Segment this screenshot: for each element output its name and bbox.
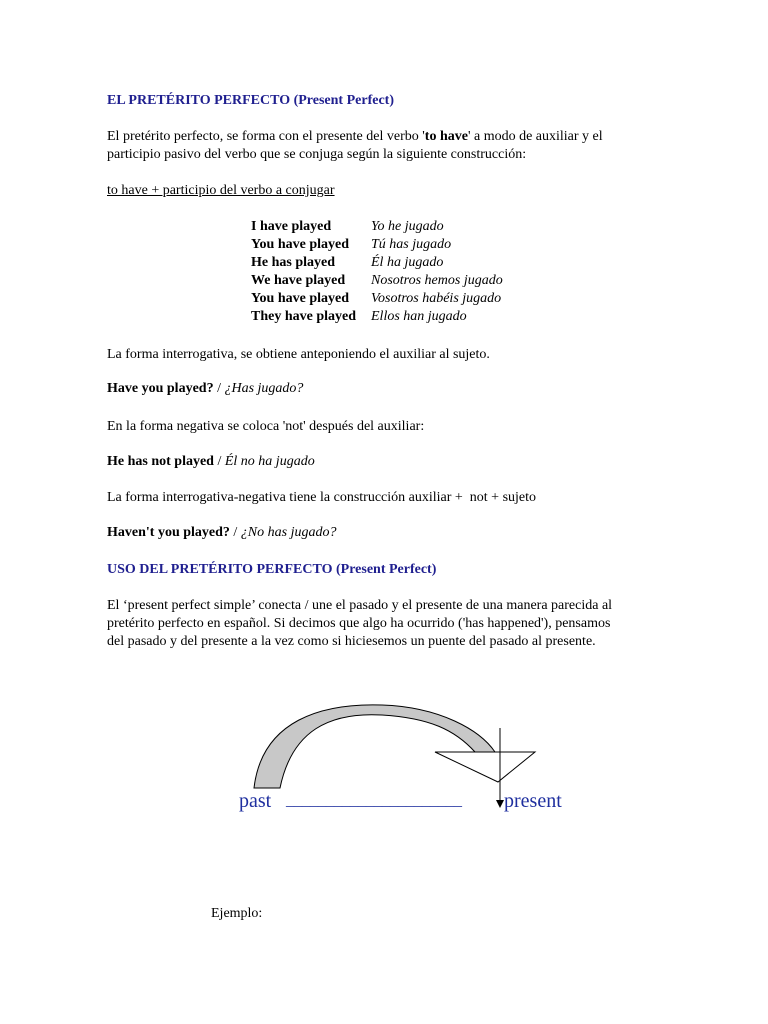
conjugation-spanish: Tú has jugado <box>371 237 452 252</box>
negative-text: En la forma negativa se coloca 'not' después del auxiliar: <box>107 419 425 434</box>
usage-line: El ‘present perfect simple’ conecta / une el pasado y el presente de una manera parecida al <box>107 598 613 613</box>
conjugation-spanish: Yo he jugado <box>371 219 444 234</box>
conjugation-english: I have played <box>251 219 332 234</box>
past-label: past <box>239 790 272 812</box>
example-label: Ejemplo: <box>211 906 263 921</box>
heading-main-text: EL PRETÉRITO PERFECTO <box>107 93 291 108</box>
interrogative-negative-text: La forma interrogativa-negativa tiene la construcción auxiliar + not + sujeto <box>107 490 537 505</box>
interrogative-text: La forma interrogativa, se obtiene anteponiendo el auxiliar al sujeto. <box>107 347 490 362</box>
example-separator: / <box>229 525 241 540</box>
example-english: Haven't you played? <box>107 525 230 540</box>
conjugation-english: You have played <box>251 237 350 252</box>
example-english: He has not played <box>107 454 214 469</box>
heading-paren-text: (Present Perfect) <box>293 93 394 108</box>
construction-formula: to have + participio del verbo a conjugar <box>107 183 335 198</box>
example-spanish: ¿Has jugado? <box>224 381 304 396</box>
conjugation-english: You have played <box>251 291 350 306</box>
usage-line: pretérito perfecto en español. Si decimos que algo ha ocurrido ('has happened'), pensamos <box>107 616 611 631</box>
example-separator: / <box>213 454 225 469</box>
bridge-arrow-body <box>254 705 495 788</box>
present-marker-arrow <box>496 800 504 808</box>
conjugation-spanish: Vosotros habéis jugado <box>371 291 502 306</box>
timeline-dashes: ______________________ <box>286 792 462 809</box>
intro-text-b: ' a modo de auxiliar y el <box>467 129 603 144</box>
conjugation-english: He has played <box>251 255 336 270</box>
example-separator: / <box>213 381 225 396</box>
example-english: Have you played? <box>107 381 214 396</box>
heading-paren-text: (Present Perfect) <box>335 562 437 577</box>
conjugation-spanish: Nosotros hemos jugado <box>371 273 503 288</box>
conjugation-english: They have played <box>251 309 357 324</box>
intro-text-a: El pretérito perfecto, se forma con el presente del verbo ' <box>107 129 425 144</box>
conjugation-spanish: Ellos han jugado <box>371 309 467 324</box>
example-spanish: ¿No has jugado? <box>240 525 337 540</box>
conjugation-english: We have played <box>251 273 346 288</box>
present-label: present <box>504 790 562 812</box>
intro-bold-term: to have <box>424 129 468 144</box>
heading-main-text: USO DEL PRETÉRITO PERFECTO <box>107 562 333 577</box>
arrow-head <box>435 752 535 782</box>
usage-line: del pasado y del presente a la vez como si hiciesemos un puente del pasado al presente. <box>107 634 596 649</box>
conjugation-spanish: Él ha jugado <box>371 255 444 270</box>
example-spanish: Él no ha jugado <box>224 454 315 469</box>
intro-text-line2: participio pasivo del verbo que se conjuga según la siguiente construcción: <box>107 147 527 162</box>
